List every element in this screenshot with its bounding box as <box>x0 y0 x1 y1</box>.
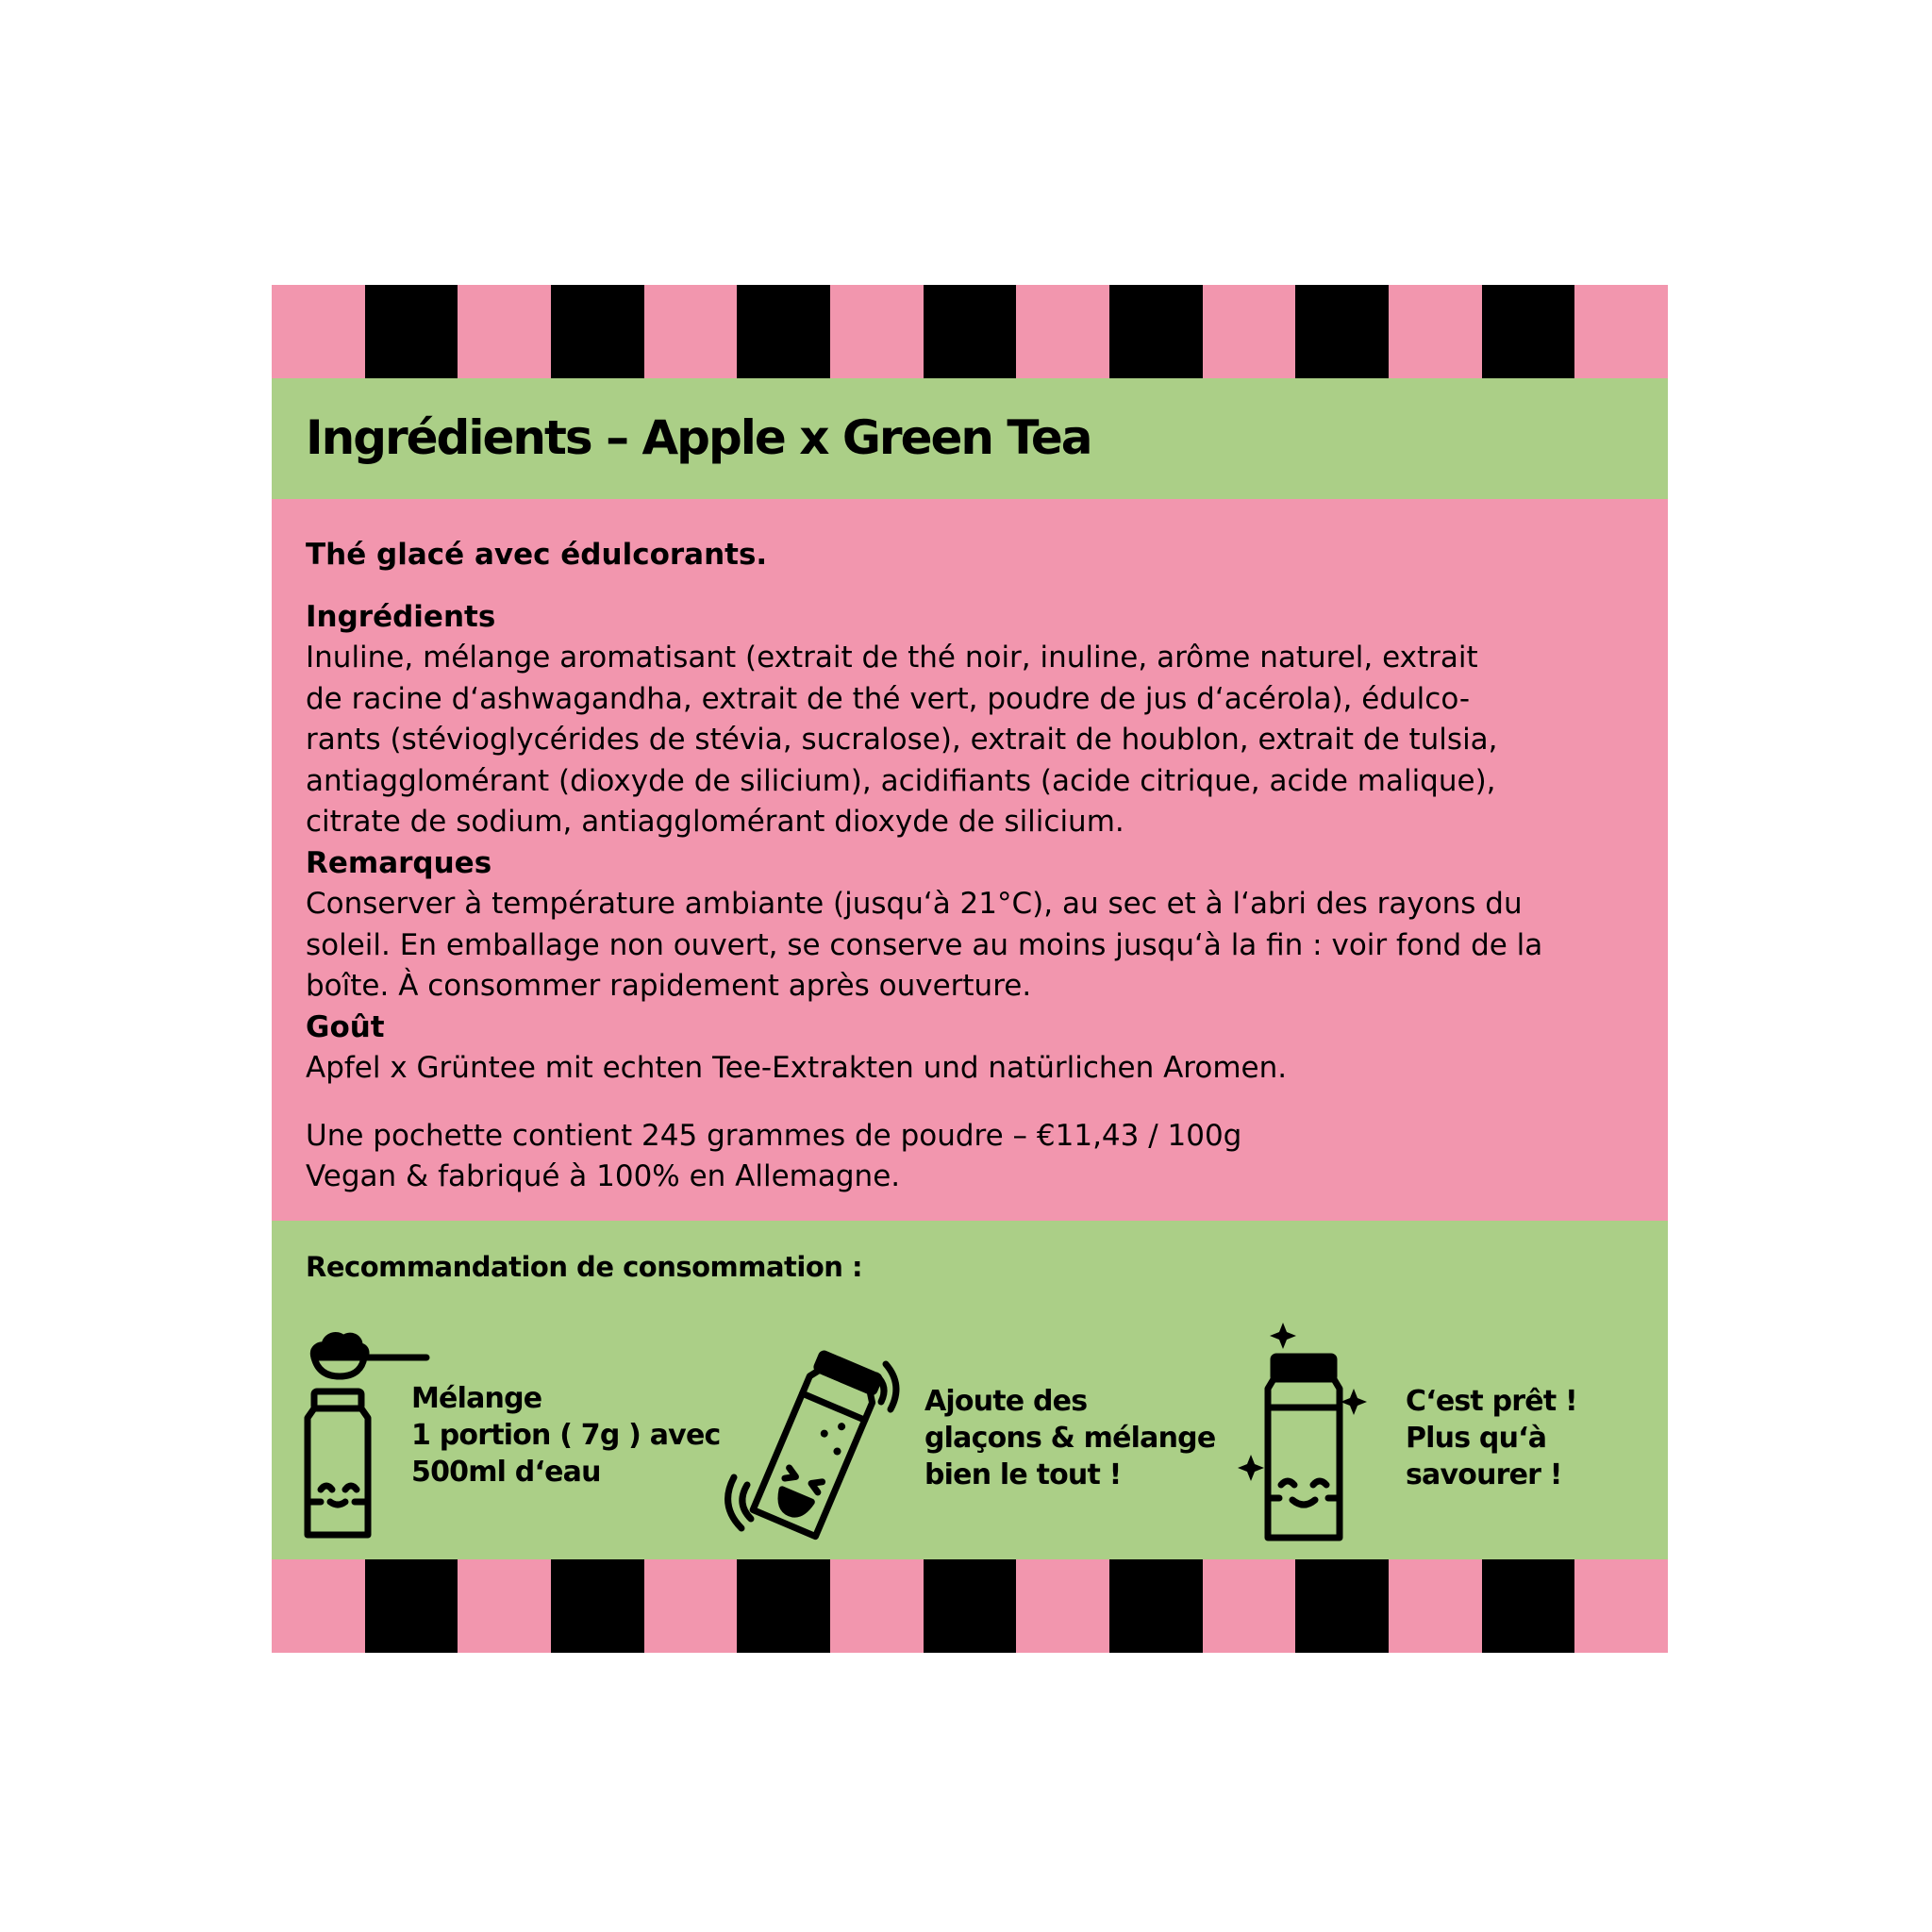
title-band <box>272 378 1668 499</box>
ingredients-line: de racine d‘ashwagandha, extrait de thé vert, poudre de jus d‘acérola), édulco- <box>306 681 1471 716</box>
sparkling-bottle-icon <box>1236 1323 1377 1549</box>
ingredients-line: antiagglomérant (dioxyde de silicium), acidifiants (acide citrique, acide malique), <box>306 763 1496 798</box>
info-band <box>272 499 1668 1221</box>
ingredients-heading: Ingrédients <box>306 599 496 634</box>
recommendation-title: Recommandation de consommation : <box>306 1251 863 1283</box>
bottom-stripe-border <box>272 1559 1668 1653</box>
remarks-line: Conserver à température ambiante (jusqu‘à 21°C), au sec et à l‘abri des rayons du <box>306 887 1523 921</box>
ingredients-line: citrate de sodium, antiagglomérant dioxyde de silicium. <box>306 805 1124 839</box>
taste-text: Apfel x Grüntee mit echten Tee-Extrakten und natürlichen Aromen. <box>306 1051 1288 1085</box>
package-text: Une pochette contient 245 grammes de poudre – €11,43 / 100g <box>306 1118 1242 1153</box>
remarks-heading: Remarques <box>306 845 492 880</box>
product-info-card <box>272 285 1668 1653</box>
ingredients-line: Inuline, mélange aromatisant (extrait de thé noir, inuline, arôme naturel, extrait <box>306 641 1478 675</box>
remarks-line: soleil. En emballage non ouvert, se conserve au moins jusqu‘à la fin : voir fond de la <box>306 927 1543 962</box>
product-subtitle: Thé glacé avec édulcorants. <box>306 538 768 572</box>
recommendation-band <box>272 1221 1668 1559</box>
info-text-block <box>306 535 1645 1198</box>
vegan-text: Vegan & fabriqué à 100% en Allemagne. <box>306 1159 901 1193</box>
remarks-line: boîte. À consommer rapidement après ouverture. <box>306 969 1032 1003</box>
step-2-text: Ajoute des glaçons & mélange bien le tout ! <box>924 1385 1216 1491</box>
ingredients-line: rants (stévioglycérides de stévia, sucralose), extrait de houblon, extrait de tulsia, <box>306 723 1498 757</box>
shaking-bottle-icon <box>715 1343 913 1541</box>
step-1-text: Mélange 1 portion ( 7g ) avec 500ml d‘eau <box>411 1382 721 1489</box>
taste-heading: Goût <box>306 1009 385 1044</box>
page-title: Ingrédients – Apple x Green Tea <box>306 410 1091 465</box>
top-stripe-border <box>272 285 1668 378</box>
step-3-text: C‘est prêt ! Plus qu‘à savourer ! <box>1406 1385 1577 1491</box>
